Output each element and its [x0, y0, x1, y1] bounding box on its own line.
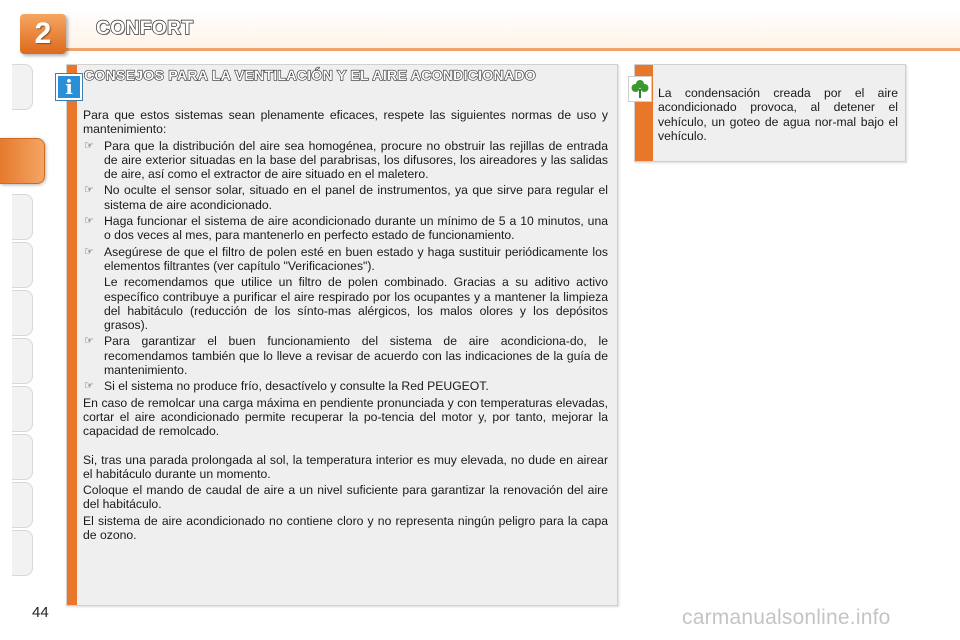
list-item: ☞ Si el sistema no produce frío, desactívelo y consulte la Red PEUGEOT.: [84, 379, 489, 394]
chapter-tab-6[interactable]: [12, 338, 33, 384]
chapter-tab-10[interactable]: [12, 530, 33, 576]
chapter-number-badge: 2: [20, 14, 66, 54]
pointing-hand-icon: ☞: [84, 245, 94, 258]
condensation-note-text: La condensación creada por el aire acondicionado provoca, al detener el vehículo, un goteo de agua nor-mal bajo el vehículo.: [658, 86, 898, 143]
paragraph: Coloque el mando de caudal de aire a un nivel suficiente para garantizar la renovación del aire del habitáculo.: [83, 483, 608, 512]
panel-body: [83, 108, 608, 542]
pointing-hand-icon: ☞: [84, 380, 94, 393]
chapter-tab-8[interactable]: [12, 434, 33, 480]
panel-title: CONSEJOS PARA LA VENTILACIÓN Y EL AIRE ACONDICIONADO: [84, 67, 536, 83]
chapter-tab-3[interactable]: [12, 194, 33, 240]
paragraph: Si, tras una parada prolongada al sol, la temperatura interior es muy elevada, no dude en airear el habitáculo durante un momento.: [83, 452, 608, 481]
intro-text: Para que estos sistemas sean plenamente eficaces, respete las siguientes normas de uso y mantenimiento:: [83, 108, 608, 137]
header-divider: [60, 48, 960, 51]
clover-icon: [631, 79, 649, 99]
chapter-title: CONFORT: [96, 18, 194, 39]
list-item-continuation: Le recomendamos que utilice un filtro de polen combinado. Gracias a su aditivo activo específico contribuye a purificar el aire respirado por los ocupantes y a mantener la limpieza del habitáculo (reducción de los sínto-mas alérgicos, los malos olores y los depósitos grasos).: [104, 275, 608, 333]
watermark: carmanualsonline.info: [682, 606, 891, 629]
pointing-hand-icon: ☞: [84, 335, 94, 348]
chapter-tab-7[interactable]: [12, 386, 33, 432]
eco-leaf-icon: [628, 76, 652, 102]
list-item: ☞ Haga funcionar el sistema de aire acondicionado durante un mínimo de 5 a 10 minutos, una o dos veces al mes, para mantenerlo en perfecto estado de funcionamiento.: [84, 214, 608, 243]
chapter-tab-1[interactable]: [12, 64, 33, 110]
list-item: ☞ Para garantizar el buen funcionamiento del sistema de aire acondiciona-do, le recomendamos también que lo lleve a revisar de acuerdo con las indicaciones de la guía de mantenimiento.: [84, 334, 608, 378]
list-item: ☞ No oculte el sensor solar, situado en el panel de instrumentos, ya que sirve para regular el sistema de aire acondicionado.: [84, 183, 608, 212]
list-item: ☞ Asegúrese de que el filtro de polen esté en buen estado y haga sustituir periódicamente los elementos filtrantes (ver capítulo "Verificaciones").: [84, 244, 608, 273]
chapter-tab-2-active[interactable]: [0, 138, 45, 184]
pointing-hand-icon: ☞: [84, 139, 94, 152]
chapter-tabs: [12, 64, 32, 576]
pointing-hand-icon: ☞: [84, 184, 94, 197]
pointing-hand-icon: ☞: [84, 215, 94, 228]
paragraph: El sistema de aire acondicionado no contiene cloro y no representa ningún peligro para la capa de ozono.: [83, 513, 608, 543]
chapter-tab-4[interactable]: [12, 242, 33, 288]
chapter-tab-5[interactable]: [12, 290, 33, 336]
list-item: ☞ Para que la distribución del aire sea homogénea, procure no obstruir las rejillas de entrada de aire exterior situadas en la base del parabrisas, los difusores, los aireadores y las salidas de aire, así como el extractor de aire situado en el maletero.: [84, 138, 608, 182]
page-number: 44: [32, 604, 49, 621]
panel-accent-stripe: [67, 65, 77, 605]
chapter-tab-9[interactable]: [12, 482, 33, 528]
towing-paragraph: En caso de remolcar una carga máxima en pendiente pronunciada y con temperaturas elevadas, cortar el aire acondicionado permite recuperar la po-tencia del motor y, por tanto, mejorar la capacidad de remolcado.: [83, 395, 608, 439]
info-icon: i: [56, 74, 82, 100]
